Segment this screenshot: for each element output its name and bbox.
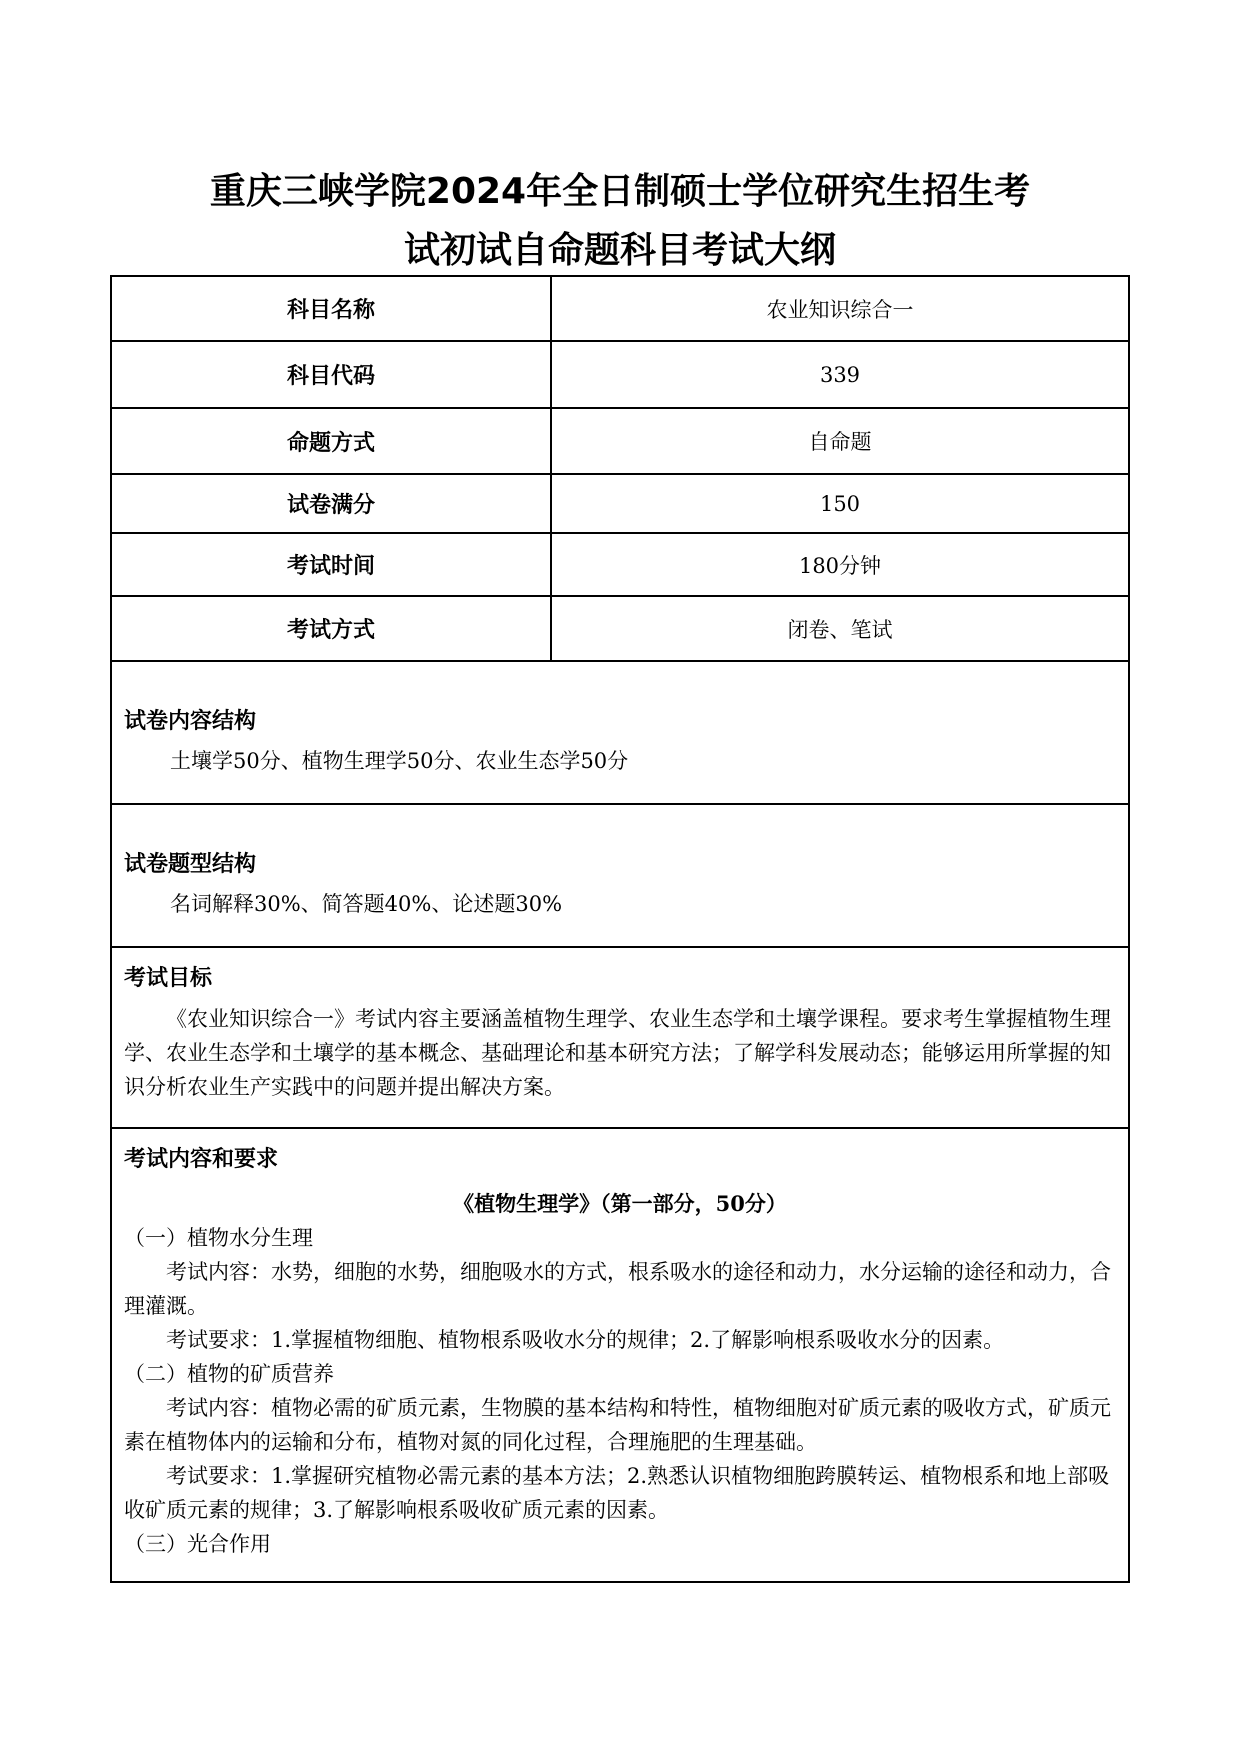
content-structure-section xyxy=(112,662,1128,805)
row-label: 考试时间 xyxy=(112,534,552,595)
table-row xyxy=(112,409,1128,475)
section-text: 土壤学50分、植物生理学50分、农业生态学50分 xyxy=(170,749,629,773)
part-title: 《植物生理学》（第一部分，50分） xyxy=(453,1191,787,1216)
subsection-requirement: 考试要求：1.掌握植物细胞、植物根系吸收水分的规律；2.了解影响根系吸收水分的因素。 xyxy=(166,1328,1005,1352)
row-value: 150 xyxy=(819,491,861,516)
row-label: 命题方式 xyxy=(112,409,552,473)
syllabus-table xyxy=(110,275,1130,1583)
document-title-line1: 重庆三峡学院2024年全日制硕士学位研究生招生考 xyxy=(209,171,1031,212)
row-value: 农业知识综合一 xyxy=(766,297,914,322)
document-title-line2: 试初试自命题科目考试大纲 xyxy=(403,230,836,271)
subsection-title: （三）光合作用 xyxy=(124,1532,271,1556)
subsection-title: （二）植物的矿质营养 xyxy=(124,1362,334,1386)
section-text: 《农业知识综合一》考试内容主要涵盖植物生理学、农业生态学和土壤学课程。要求考生掌握植物生理学、农业生态学和土壤学的基本概念、基础理论和基本研究方法；了解学科发展动态；能够运用所掌握的知识分析农业生产实践中的问题并提出解决方案。 xyxy=(124,1007,1111,1099)
section-heading: 试卷题型结构 xyxy=(124,852,257,877)
row-value: 180分钟 xyxy=(798,553,882,578)
exam-goal-section xyxy=(112,948,1128,1129)
table-row xyxy=(112,534,1128,597)
row-value: 闭卷、笔试 xyxy=(787,617,893,642)
row-label: 科目名称 xyxy=(112,277,552,340)
table-row xyxy=(112,597,1128,662)
subsection-content: 考试内容：水势，细胞的水势，细胞吸水的方式，根系吸水的途径和动力，水分运输的途径和动力，合理灌溉。 xyxy=(124,1260,1111,1318)
table-row xyxy=(112,277,1128,342)
subsection-title: （一）植物水分生理 xyxy=(124,1226,313,1250)
subsection-requirement: 考试要求：1.掌握研究植物必需元素的基本方法；2.熟悉认识植物细胞跨膜转运、植物根系和地上部吸收矿质元素的规律；3.了解影响根系吸收矿质元素的因素。 xyxy=(124,1464,1110,1522)
section-heading: 试卷内容结构 xyxy=(124,709,257,734)
section-text: 名词解释30%、简答题40%、论述题30% xyxy=(170,892,563,916)
section-heading: 考试目标 xyxy=(124,966,213,991)
row-value: 自命题 xyxy=(808,430,872,454)
row-label: 试卷满分 xyxy=(112,475,552,532)
exam-content-section xyxy=(112,1129,1128,1581)
row-label: 科目代码 xyxy=(112,342,552,407)
row-value: 339 xyxy=(819,362,861,387)
question-structure-section xyxy=(112,805,1128,948)
row-label: 考试方式 xyxy=(112,597,552,660)
section-heading: 考试内容和要求 xyxy=(124,1147,279,1172)
subsection-content: 考试内容：植物必需的矿质元素，生物膜的基本结构和特性，植物细胞对矿质元素的吸收方式，矿质元素在植物体内的运输和分布，植物对氮的同化过程，合理施肥的生理基础。 xyxy=(124,1396,1111,1454)
table-row xyxy=(112,475,1128,534)
table-row xyxy=(112,342,1128,409)
